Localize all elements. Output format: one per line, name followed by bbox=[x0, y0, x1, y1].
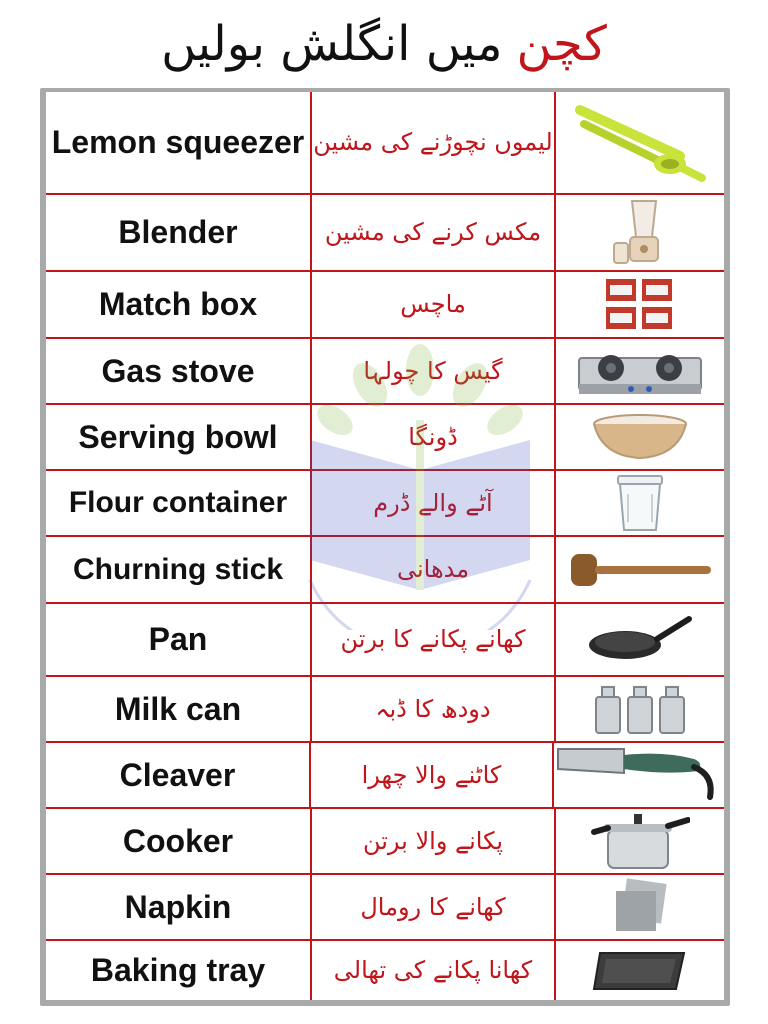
english-word: Cooker bbox=[46, 809, 312, 873]
pan-icon bbox=[556, 604, 724, 675]
urdu-word: دودھ کا ڈبہ bbox=[312, 677, 556, 741]
bowl-icon bbox=[556, 405, 724, 469]
english-word: Gas stove bbox=[46, 339, 312, 403]
table-row bbox=[46, 272, 724, 339]
urdu-word: مکس کرنے کی مشین bbox=[312, 195, 556, 270]
urdu-word: مدھانی bbox=[312, 537, 556, 602]
urdu-word: کھانے کا رومال bbox=[312, 875, 556, 939]
milk-can-icon bbox=[556, 677, 724, 741]
title-speak-english: میں انگلش بولیں bbox=[161, 16, 503, 72]
table-row bbox=[46, 339, 724, 405]
urdu-word: پکانے والا برتن bbox=[312, 809, 556, 873]
table-row bbox=[46, 941, 724, 1000]
urdu-word: کھانا پکانے کی تھالی bbox=[312, 941, 556, 1000]
table-row bbox=[46, 875, 724, 941]
cleaver-icon bbox=[554, 743, 724, 807]
table-row bbox=[46, 809, 724, 875]
table-row bbox=[46, 677, 724, 743]
vocabulary-table bbox=[46, 92, 724, 1000]
urdu-word: ماچس bbox=[312, 272, 556, 337]
english-word: Baking tray bbox=[46, 941, 312, 1000]
table-row bbox=[46, 195, 724, 272]
english-word: Napkin bbox=[46, 875, 312, 939]
english-word: Lemon squeezer bbox=[46, 92, 312, 193]
table-row bbox=[46, 405, 724, 471]
english-word: Serving bowl bbox=[46, 405, 312, 469]
english-word: Pan bbox=[46, 604, 312, 675]
table-row bbox=[46, 471, 724, 537]
flour-container-icon bbox=[556, 471, 724, 535]
english-word: Flour container bbox=[46, 471, 312, 535]
english-word: Cleaver bbox=[46, 743, 311, 807]
title-kitchen: کچن bbox=[516, 16, 607, 72]
churning-stick-icon bbox=[556, 537, 724, 602]
pressure-cooker-icon bbox=[556, 809, 724, 873]
napkin-icon bbox=[556, 875, 724, 939]
gas-stove-icon bbox=[556, 339, 724, 403]
urdu-word: آٹے والے ڈرم bbox=[312, 471, 556, 535]
table-row bbox=[46, 604, 724, 677]
english-word: Milk can bbox=[46, 677, 312, 741]
urdu-word: لیموں نچوڑنے کی مشین bbox=[312, 92, 556, 193]
urdu-word: ڈونگا bbox=[312, 405, 556, 469]
vocabulary-table-frame bbox=[40, 88, 730, 1006]
english-word: Churning stick bbox=[46, 537, 312, 602]
table-row bbox=[46, 92, 724, 195]
lemon-squeezer-icon bbox=[556, 92, 724, 193]
table-row bbox=[46, 743, 724, 809]
blender-icon bbox=[556, 195, 724, 270]
urdu-word: کاٹنے والا چھرا bbox=[311, 743, 554, 807]
english-word: Blender bbox=[46, 195, 312, 270]
urdu-word: کھانے پکانے کا برتن bbox=[312, 604, 556, 675]
urdu-word: گیس کا چولہا bbox=[312, 339, 556, 403]
table-row bbox=[46, 537, 724, 604]
english-word: Match box bbox=[46, 272, 312, 337]
baking-tray-icon bbox=[556, 941, 724, 1000]
page-title bbox=[0, 0, 768, 88]
matchbox-icon bbox=[556, 272, 724, 337]
